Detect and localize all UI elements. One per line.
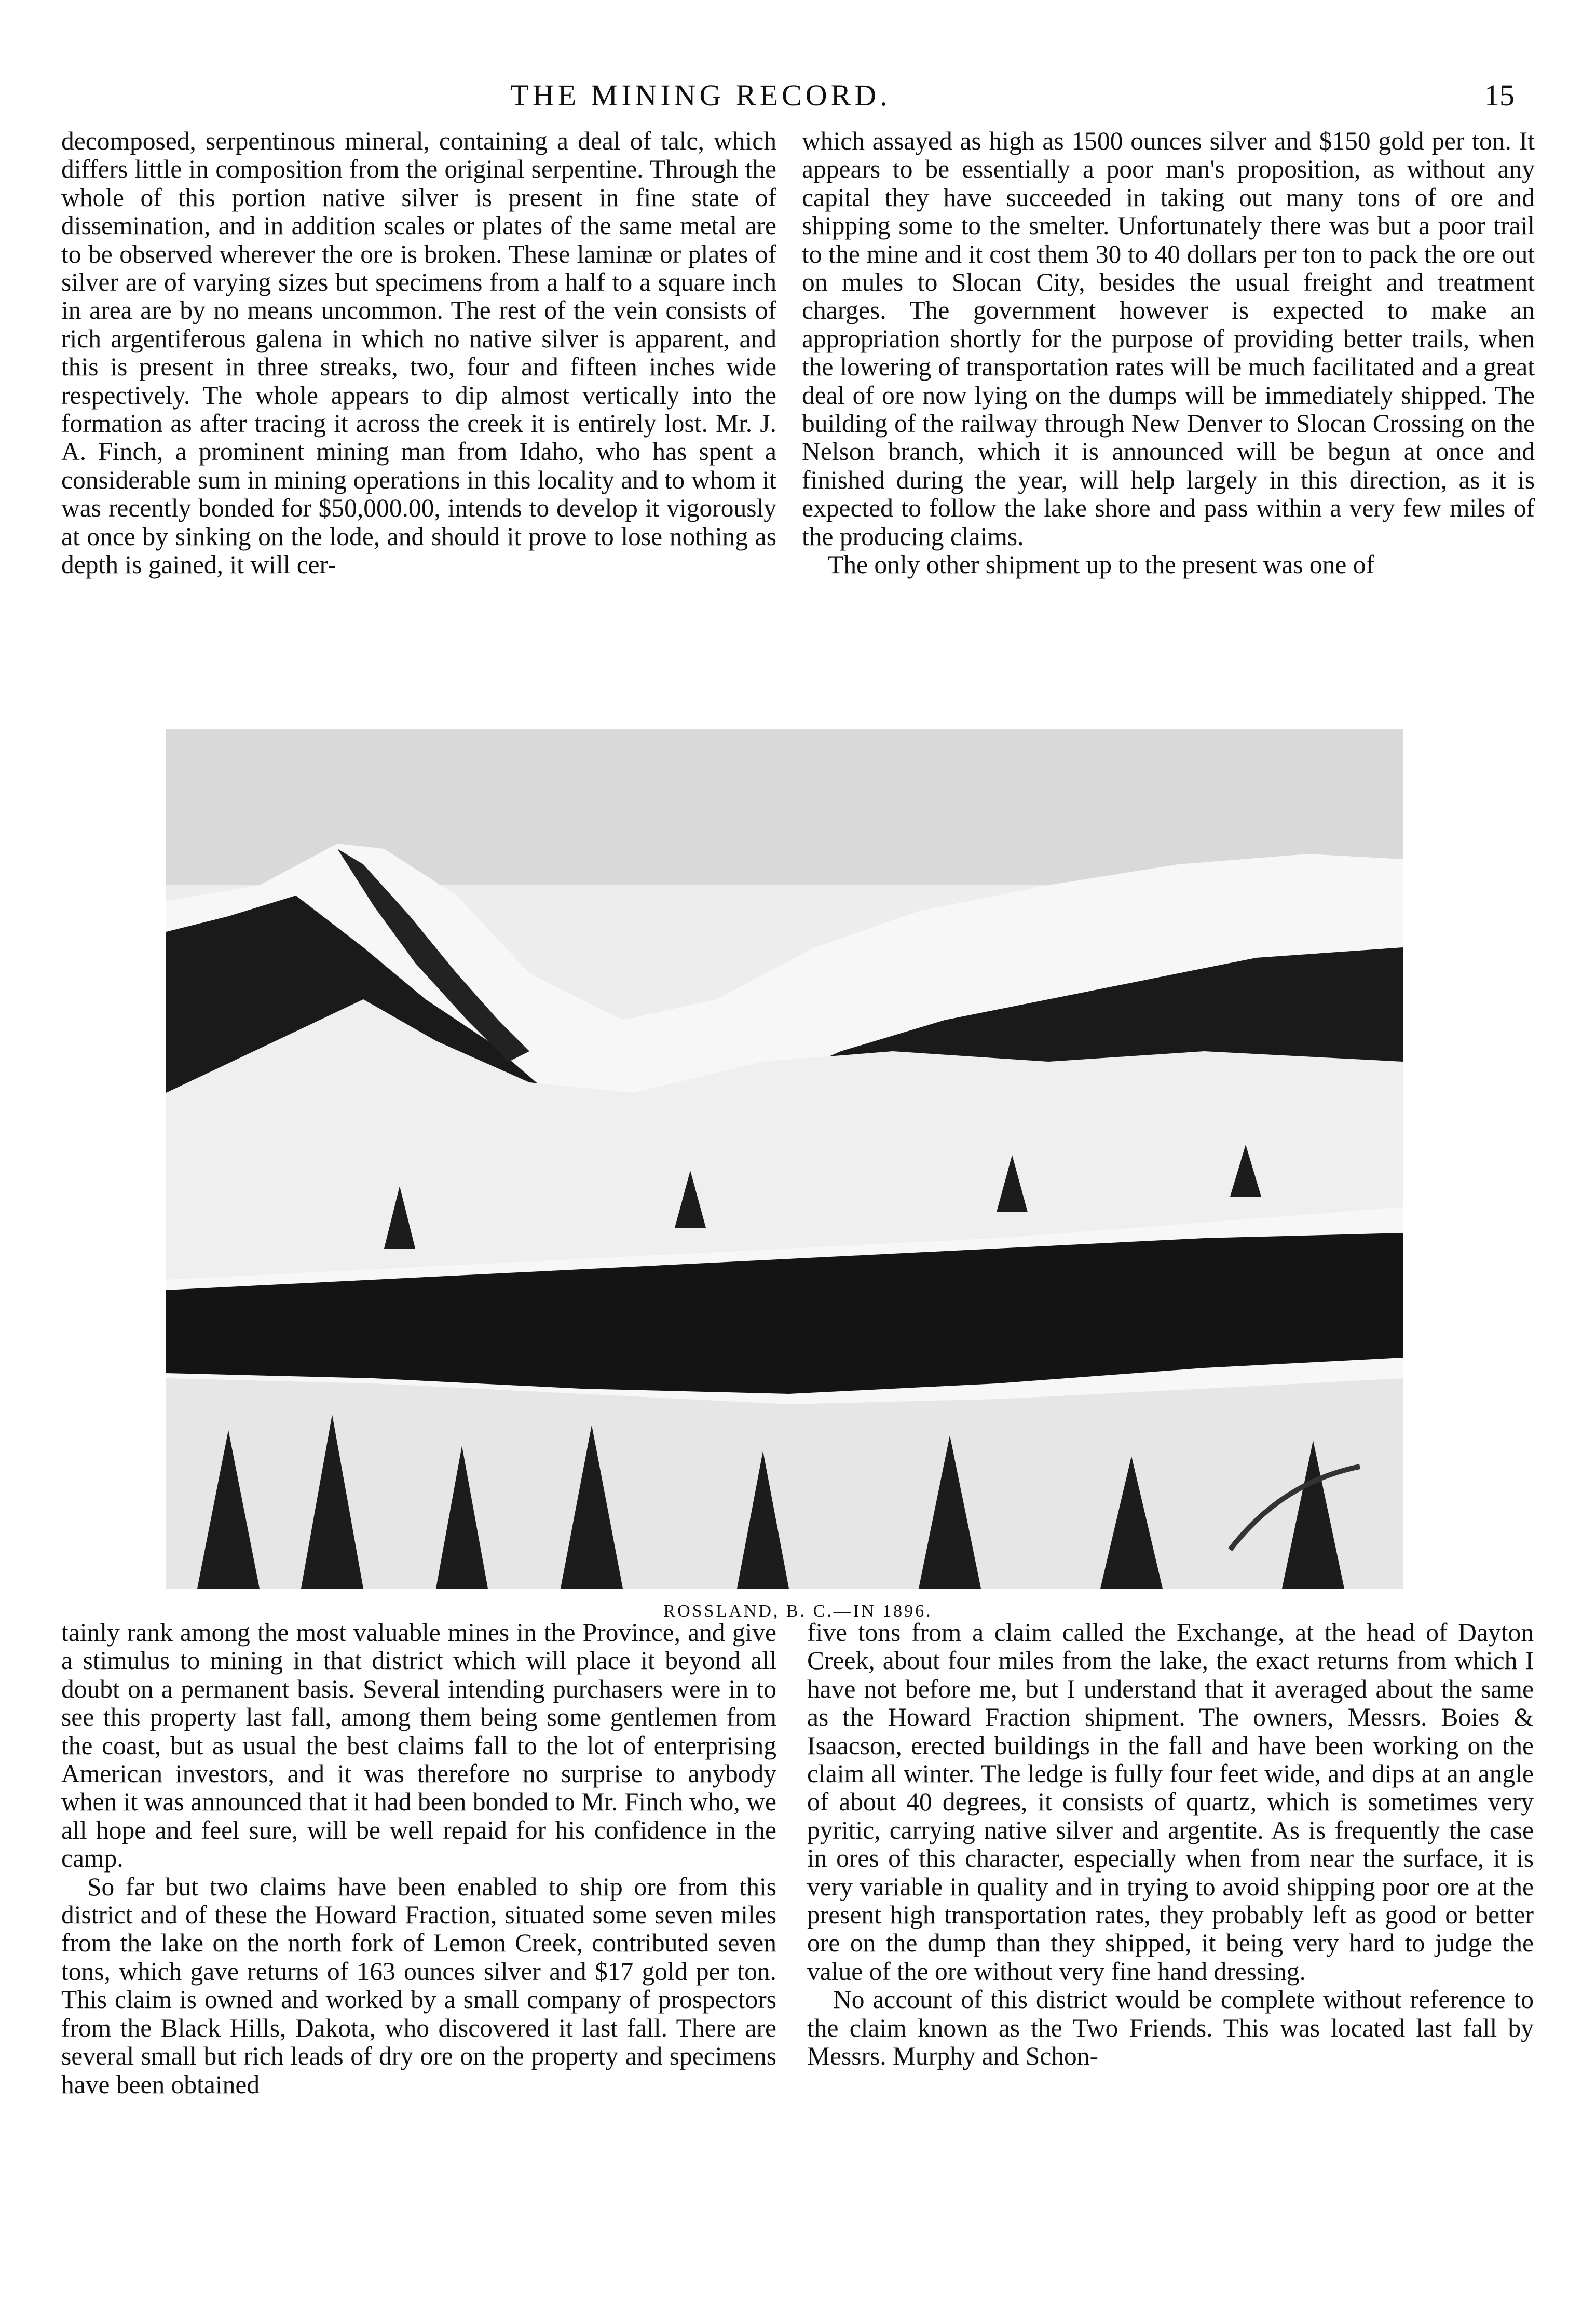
column-bottom-left (61, 1619, 776, 2309)
column-top-left (61, 127, 776, 703)
journal-title: THE MINING RECORD. (510, 78, 891, 112)
rossland-landscape-photo (166, 729, 1403, 1589)
column-top-right (802, 127, 1535, 703)
paragraph: No account of this district would be complete without reference to the claim known as the Two Friends. This was located last fall by Messrs. Murphy and Schon- (807, 1985, 1534, 2071)
paragraph: The only other shipment up to the present was one of (828, 550, 1375, 579)
running-head (0, 78, 1596, 119)
paragraph: tainly rank among the most valuable mines in the Province, and give a stimulus to mining in that district which will place it beyond all doubt on a permanent basis. Several intending purchasers were in to see this property last fall, among them being some gentlemen from the coast, but as usual the best claims fall to the lot of enterprising American investors, and it was therefore no surprise to anybody when it was announced that it had been bonded to Mr. Finch who, we all hope and feel sure, will be well repaid for his confidence in the camp. (61, 1618, 776, 1873)
figure-caption: ROSSLAND, B. C.—IN 1896. (663, 1602, 933, 1621)
paragraph: five tons from a claim called the Exchange, at the head of Dayton Creek, about four miles from the lake, the exact returns from which I have not before me, but I understand that it averaged about the same as the Howard Fraction shipment. The owners, Messrs. Boies & Isaacson, erected buildings in the fall and have been working on the claim all winter. The ledge is fully four feet wide, and dips at an angle of about 40 degrees, it consists of quartz, which is sometimes very pyritic, carrying native silver and argentite. As is frequently the case in ores of this character, especially when from near the surface, it is very variable in quality and in trying to avoid shipping poor ore at the present high transportation rates, they probably left as good or better ore on the dump than they shipped, it being very hard to judge the value of the ore without very fine hand dressing. (807, 1618, 1534, 1986)
paragraph: decomposed, serpentinous mineral, containing a deal of talc, which differs little in composition from the original serpentine. Through the whole of this portion native silver is present in fine state of dissemination, and in addition scales or plates of the same metal are to be observed wherever the ore is broken. These laminæ or plates of silver are of varying sizes but specimens from a half to a square inch in area are by no means uncommon. The rest of the vein consists of rich argentiferous galena in which no native silver is apparent, and this is present in three streaks, two, four and fifteen inches wide respectively. The whole appears to dip almost vertically into the formation as after tracing it across the creek it is entirely lost. Mr. J. A. Finch, a prominent mining man from Idaho, who has spent a considerable sum in mining operations in this locality and to whom it was recently bonded for $50,000.00, intends to develop it vigorously at once by sinking on the lode, and should it prove to lose nothing as depth is gained, it will cer- (61, 127, 776, 579)
page-number: 15 (1484, 78, 1515, 112)
figure-photograph (166, 729, 1403, 1589)
paragraph: So far but two claims have been enabled to ship ore from this district and of these the Howard Fraction, situated some seven miles from the lake on the north fork of Lemon Creek, contributed seven tons, which gave returns of 163 ounces silver and $17 gold per ton. This claim is owned and worked by a small company of prospectors from the Black Hills, Dakota, who discovered it last fall. There are several small but rich leads of dry ore on the property and specimens have been obtained (61, 1872, 776, 2099)
column-bottom-right (807, 1619, 1534, 2309)
paragraph: which assayed as high as 1500 ounces silver and $150 gold per ton. It appears to be essentially a poor man's proposition, as without any capital they have succeeded in taking out many tons of ore and shipping some to the smelter. Unfortunately there was but a poor trail to the mine and it cost them 30 to 40 dollars per ton to pack the ore out on mules to Slocan City, besides the usual freight and treatment charges. The government however is expected to make an appropriation shortly for the purpose of providing better trails, when the lowering of transportation rates will be much facilitated and a great deal of ore now lying on the dumps will be immediately shipped. The building of the railway through New Denver to Slocan Crossing on the Nelson branch, which it is announced will be begun at once and finished during the year, will help largely in this direction, as it is expected to follow the lake shore and pass within a very few miles of the producing claims. (802, 127, 1535, 551)
